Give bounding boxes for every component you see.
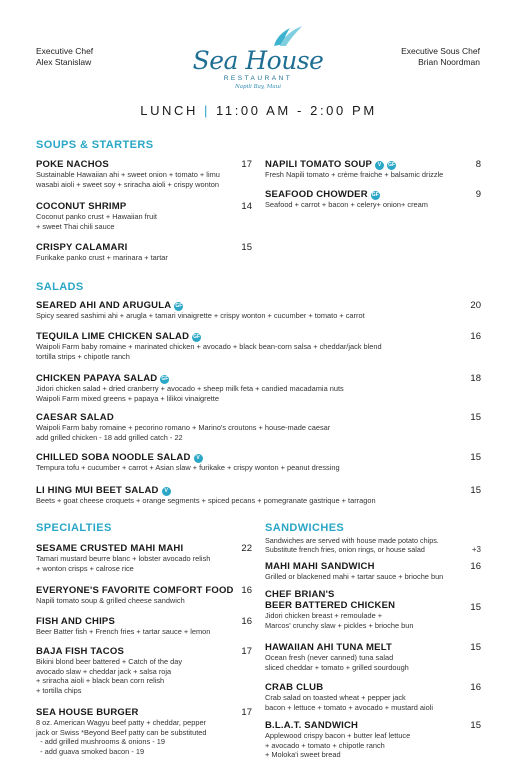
item-price: 15 [470, 485, 481, 496]
item-name: B.L.A.T. SANDWICH [265, 720, 359, 731]
sea-house-logo [178, 20, 338, 92]
item-desc: Spicy seared sashimi ahi + arugla + tamari vinaigrette + crispy wonton + cucumber + tomato + carrot [36, 311, 365, 320]
item-desc: Beer Batter fish + French fries + tartar sauce + lemon [36, 627, 211, 636]
section-sandwiches: SANDWICHES [265, 522, 345, 534]
item-price: 15 [470, 412, 481, 423]
meal-separator: | [204, 103, 211, 118]
menu-item-baja-fish-tacos [36, 646, 252, 695]
item-desc: + Moloka'i sweet bread [265, 750, 341, 760]
item-desc: Waipoli Farm baby romaine + pecorino romano + Marino's croutons + house-made caesar [36, 423, 331, 432]
item-name: SESAME CRUSTED MAHI MAHI [36, 543, 184, 554]
menu-item-crispy-calamari [36, 242, 252, 263]
item-name: SEARED AHI AND ARUGULA [36, 300, 172, 311]
menu-item-blat-sandwich [265, 720, 481, 760]
menu-item-mahi-mahi-sandwich [265, 561, 481, 582]
item-desc: + avocado + tomato + chipotle ranch [265, 740, 385, 750]
section-soups-starters: SOUPS & STARTERS [36, 139, 154, 151]
item-desc: Sustainable Hawaiian ahi + sweet onion + tomato + limu [36, 170, 220, 179]
item-name: CHICKEN PAPAYA SALAD [36, 373, 158, 384]
executive-chef-name: Alex Stanislaw [36, 57, 92, 67]
menu-item-beer-battered-chicken [265, 589, 481, 630]
item-desc: Bikini blond beer battered + Catch of the day [36, 657, 183, 666]
menu-item-seared-ahi-arugula [36, 300, 481, 321]
item-price: 15 [470, 452, 481, 463]
item-price: 16 [241, 585, 252, 596]
item-price: 8 [475, 159, 481, 170]
menu-item-chilled-soba-noodle-salad [36, 452, 481, 473]
item-desc: tortilla strips + chipotle ranch [36, 351, 130, 361]
item-price: 18 [470, 373, 481, 384]
item-desc: jack or Swiss *Beyond Beef patty can be substituted [36, 727, 207, 737]
menu-item-napili-tomato-soup [265, 159, 481, 180]
item-desc: Tempura tofu + cucumber + carrot + Asian slaw + furikake + crispy wonton + peanut dressing [36, 463, 340, 472]
item-name: SEA HOUSE BURGER [36, 707, 139, 718]
item-desc: avocado slaw + cheddar jack + salsa roja [36, 666, 172, 676]
item-name: NAPILI TOMATO SOUP [265, 159, 373, 170]
menu-item-seafood-chowder [265, 189, 481, 210]
item-desc: - add grilled mushrooms & onions - 19 [36, 737, 165, 747]
gluten-free-badge-icon: GF [371, 192, 379, 198]
vegetarian-badge-icon: V [162, 487, 171, 496]
item-name: FISH AND CHIPS [36, 616, 115, 627]
item-name: MAHI MAHI SANDWICH [265, 561, 375, 572]
item-name: CHEF BRIAN'S [265, 589, 335, 600]
vegetarian-badge-icon: V [375, 161, 384, 170]
menu-item-sea-house-burger [36, 707, 252, 756]
sandwiches-note-line-1: Sandwiches are served with house made potato chips. [265, 536, 439, 545]
sous-chef [401, 46, 480, 68]
menu-item-sesame-crusted-mahi-mahi [36, 543, 252, 573]
menu-item-poke-nachos [36, 159, 252, 189]
item-desc: + wonton crisps + calrose rice [36, 563, 134, 573]
menu-item-coconut-shrimp [36, 201, 252, 231]
menu-item-hawaiian-ahi-tuna-melt [265, 642, 481, 672]
menu-item-tequila-lime-chicken-salad [36, 331, 481, 361]
sandwiches-note-line-2: Substitute french fries, onion rings, or house salad [265, 545, 425, 554]
item-desc: + sriracha aioli + black bean corn relish [36, 676, 165, 686]
item-desc: Coconut panko crust + Hawaiian fruit [36, 212, 157, 221]
item-desc: + tortilla chips [36, 685, 82, 695]
item-price: 20 [470, 300, 481, 311]
menu-item-crab-club [265, 682, 481, 712]
item-name: COCONUT SHRIMP [36, 201, 127, 212]
item-desc: add grilled chicken - 18 add grilled catch - 22 [36, 432, 183, 442]
item-desc: 8 oz. American Wagyu beef patty + cheddar, pepper [36, 718, 207, 727]
item-desc: bacon + lettuce + tomato + avocado + mustard aioli [265, 702, 434, 712]
logo-location: Napili Bay, Maui [234, 84, 282, 90]
item-price: 17 [241, 159, 252, 170]
item-name: CRISPY CALAMARI [36, 242, 128, 253]
item-desc: wasabi aioli + sweet soy + sriracha aioli + crispy wonton [36, 179, 220, 189]
item-name: CHILLED SOBA NOODLE SALAD [36, 452, 191, 463]
item-price: 17 [241, 707, 252, 718]
item-desc: Seafood + carrot + bacon + celery+ onion+ cream [265, 200, 428, 209]
item-price: 9 [475, 189, 481, 200]
item-price: 14 [241, 201, 252, 212]
item-name: HAWAIIAN AHI TUNA MELT [265, 642, 393, 653]
item-price: 15 [470, 602, 481, 613]
item-desc: Jidori chicken salad + dried cranberry + avocado + sheep milk feta + candied macadamia nuts [36, 384, 344, 393]
item-desc: Grilled or blackened mahi + tartar sauce + brioche bun [265, 572, 444, 581]
logo-subtitle: RESTAURANT [223, 75, 293, 82]
menu-item-comfort-food [36, 585, 252, 606]
hours-label: 11:00 AM - 2:00 PM [216, 103, 377, 118]
sous-chef-name: Brian Noordman [418, 57, 480, 67]
item-name: CRAB CLUB [265, 682, 324, 693]
item-desc: Crab salad on toasted wheat + pepper jack [265, 693, 406, 702]
meal-hours [0, 103, 517, 118]
executive-chef [36, 46, 93, 68]
gluten-free-badge-icon: GF [388, 162, 396, 168]
item-name: BAJA FISH TACOS [36, 646, 124, 657]
item-name: SEAFOOD CHOWDER [265, 189, 368, 200]
item-desc: Jidori chicken breast + remoulade + [265, 611, 383, 620]
section-salads: SALADS [36, 281, 84, 293]
item-price: 22 [241, 543, 252, 554]
section-specialties: SPECIALTIES [36, 522, 112, 534]
gluten-free-badge-icon: GF [161, 376, 169, 382]
item-desc: Marcos' crunchy slaw + pickles + brioche bun [265, 620, 414, 630]
meal-label: LUNCH [140, 103, 199, 118]
item-desc: Tamari mustard beurre blanc + lobster avocado relish [36, 554, 211, 563]
item-price: 16 [470, 682, 481, 693]
item-desc: Applewood crispy bacon + butter leaf lettuce [265, 731, 411, 740]
vegetarian-badge-icon: V [194, 454, 203, 463]
menu-item-caesar-salad [36, 412, 481, 442]
item-desc: Napili tomato soup & grilled cheese sandwich [36, 596, 185, 605]
item-desc: sliced cheddar + tomato + grilled sourdough [265, 662, 409, 672]
item-price: 15 [470, 642, 481, 653]
item-price: 17 [241, 646, 252, 657]
item-desc: Fresh Napili tomato + crème fraiche + balsamic drizzle [265, 170, 444, 179]
item-name: TEQUILA LIME CHICKEN SALAD [36, 331, 190, 342]
gluten-free-badge-icon: GF [175, 303, 183, 309]
sous-chef-title: Executive Sous Chef [401, 46, 480, 56]
item-desc: + sweet Thai chili sauce [36, 221, 115, 231]
item-price: 15 [241, 242, 252, 253]
item-price: 16 [241, 616, 252, 627]
item-desc: Waipoli Farm baby romaine + marinated chicken + avocado + black bean-corn salsa + cheddar/jack blend [36, 342, 382, 351]
item-desc: Beets + goat cheese croquets + orange segments + spiced pecans + pomegranate gastrique + tarragon [36, 496, 376, 505]
item-name-line-2: BEER BATTERED CHICKEN [265, 600, 396, 611]
item-desc: Ocean fresh (never canned) tuna salad [265, 653, 394, 662]
item-name: CAESAR SALAD [36, 412, 114, 423]
item-name: POKE NACHOS [36, 159, 109, 170]
gluten-free-badge-icon: GF [193, 334, 201, 340]
item-price: 16 [470, 561, 481, 572]
menu-item-li-hing-mui-beet-salad [36, 485, 481, 506]
item-price: 15 [470, 720, 481, 731]
item-name: EVERYONE'S FAVORITE COMFORT FOOD [36, 585, 234, 596]
sandwiches-substitute-price: +3 [471, 545, 481, 554]
item-price: 16 [470, 331, 481, 342]
item-desc: Furikake panko crust + marinara + tartar [36, 253, 168, 262]
executive-chef-title: Executive Chef [36, 46, 94, 56]
logo-title: Sea House [192, 46, 324, 75]
item-desc: - add guava smoked bacon - 19 [36, 746, 145, 756]
menu-item-chicken-papaya-salad [36, 373, 481, 403]
item-desc: Waipoli Farm mixed greens + papaya + lilikoi vinaigrette [36, 393, 219, 403]
menu-item-fish-and-chips [36, 616, 252, 637]
item-name: LI HING MUI BEET SALAD [36, 485, 159, 496]
